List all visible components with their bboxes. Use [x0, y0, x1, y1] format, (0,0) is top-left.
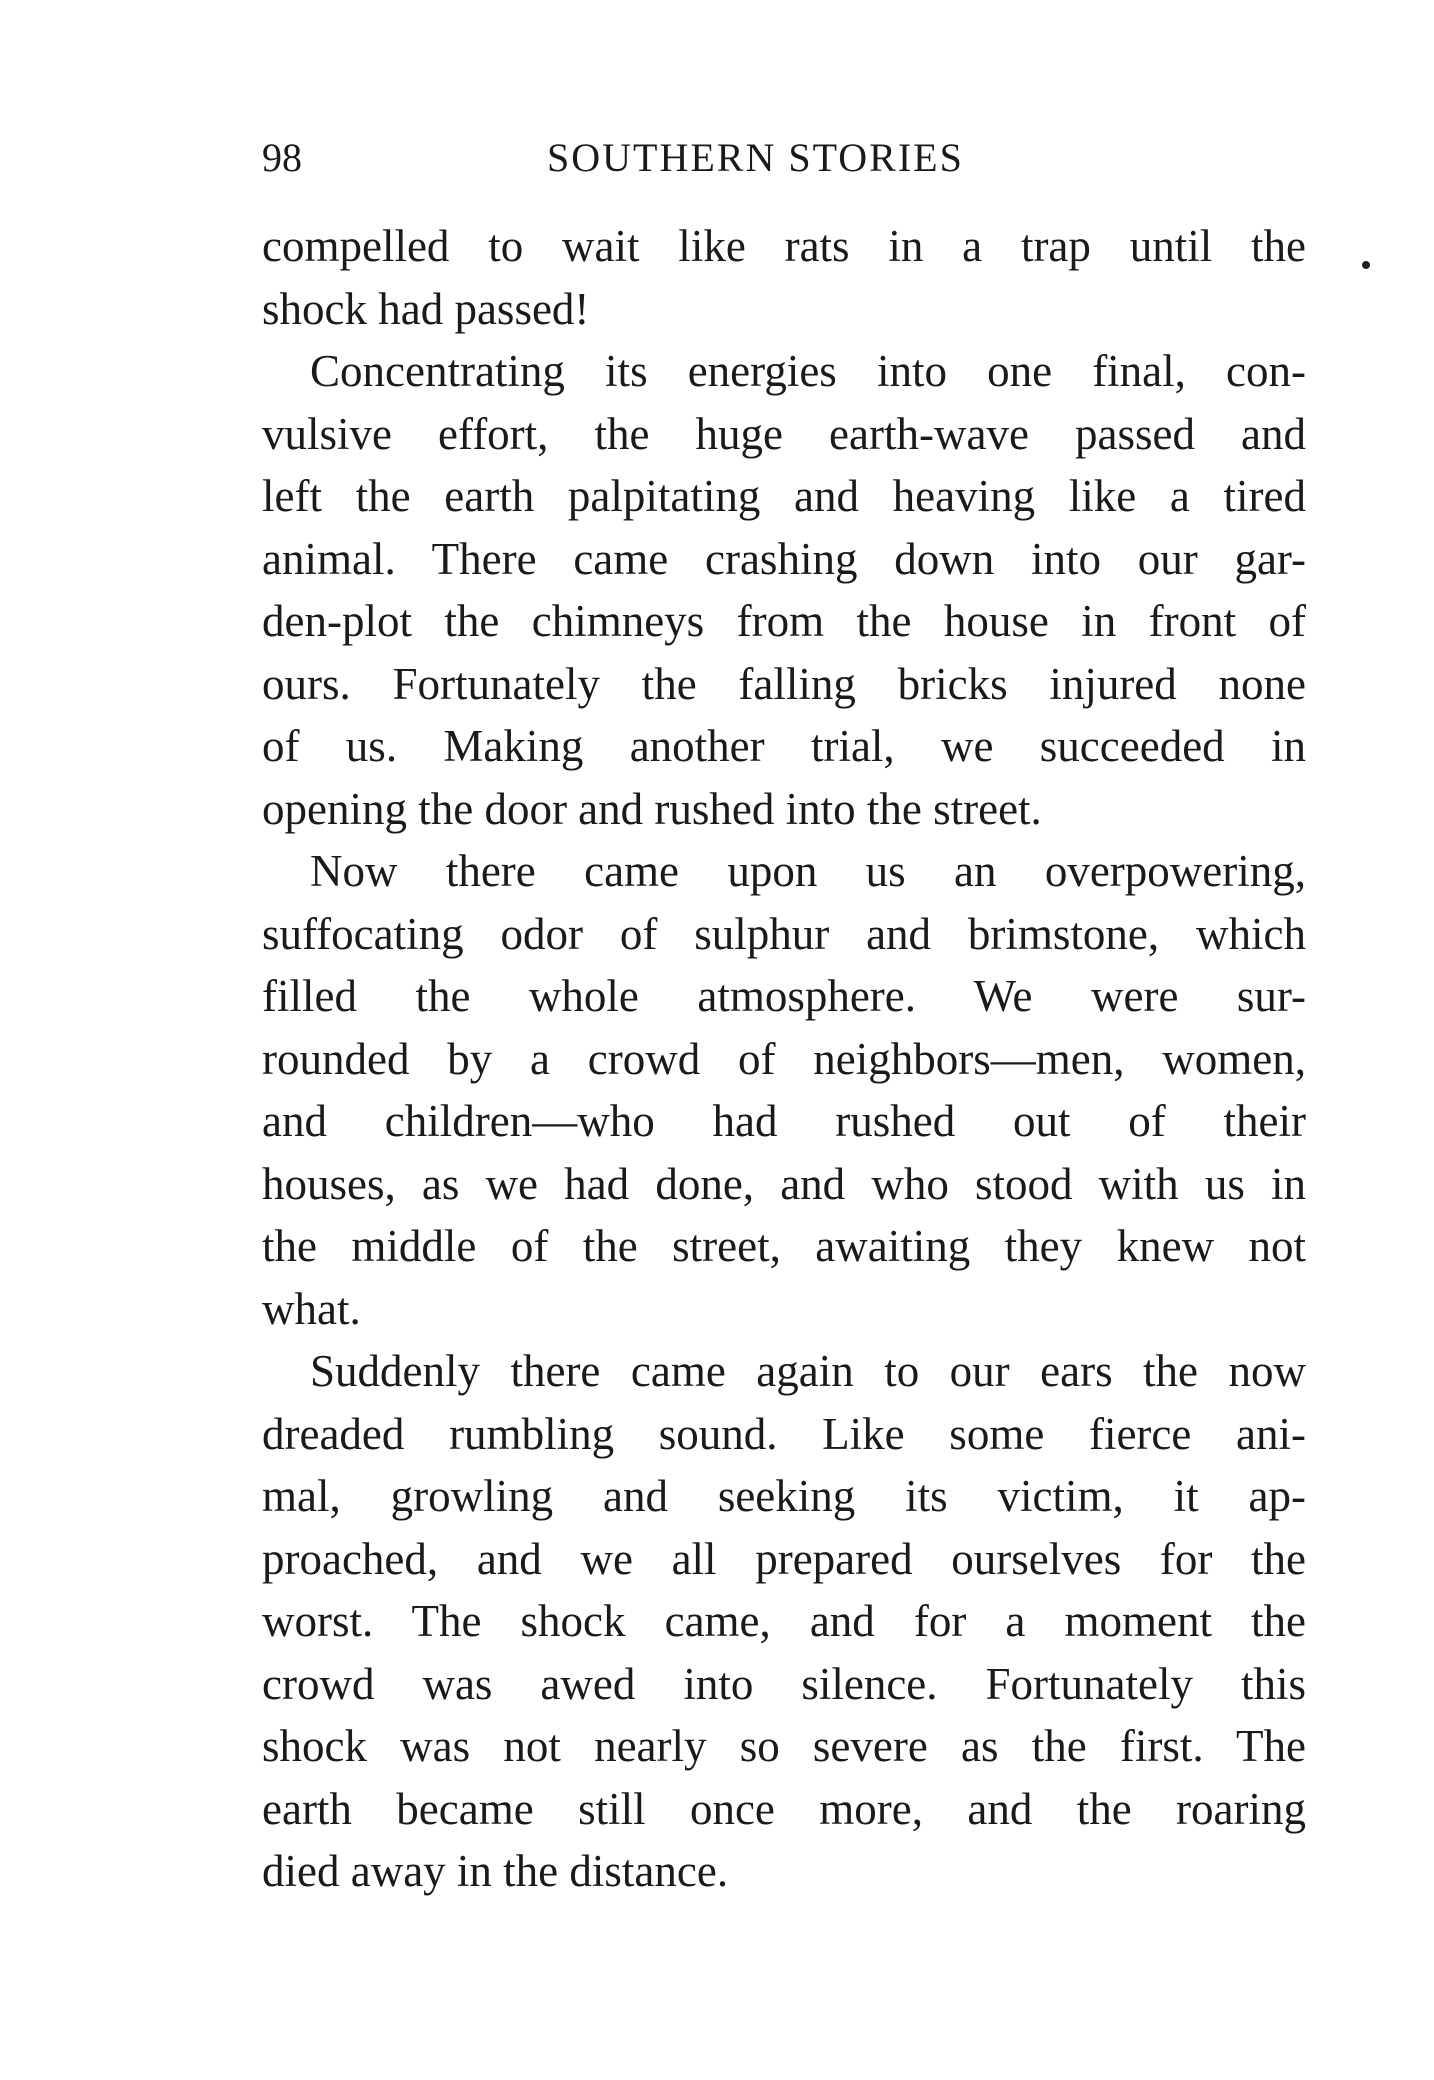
- text-line: worst. The shock came, and for a moment the: [262, 1596, 1306, 1646]
- text-line: left the earth palpitating and heaving like a tired: [262, 471, 1306, 521]
- text-line: Now there came upon us an overpowering,: [310, 846, 1306, 896]
- text-line: vulsive effort, the huge earth-wave passed and: [262, 408, 1306, 459]
- paragraph: [262, 1340, 1306, 1903]
- text-line: filled the whole atmosphere. We were sur-: [262, 971, 1306, 1021]
- paragraph: [262, 340, 1306, 840]
- text-line: died away in the distance.: [262, 1846, 729, 1896]
- running-title: SOUTHERN STORIES: [547, 135, 964, 180]
- text-line: Suddenly there came again to our ears the now: [310, 1346, 1306, 1396]
- text-line: what.: [262, 1283, 361, 1334]
- paragraph: [262, 840, 1306, 1340]
- text-line: the middle of the street, awaiting they knew not: [262, 1221, 1306, 1271]
- text-line: animal. There came crashing down into our gar-: [262, 533, 1306, 584]
- text-line: mal, growling and seeking its victim, it ap-: [262, 1471, 1306, 1521]
- text-line: shock had passed!: [262, 283, 590, 334]
- text-line: and children—who had rushed out of their: [262, 1096, 1306, 1146]
- text-line: compelled to wait like rats in a trap until the: [262, 221, 1306, 271]
- text-line: dreaded rumbling sound. Like some fierce ani-: [262, 1408, 1306, 1459]
- text-line: houses, as we had done, and who stood with us in: [262, 1158, 1306, 1209]
- text-line: crowd was awed into silence. Fortunately this: [262, 1658, 1306, 1709]
- text-line: shock was not nearly so severe as the first. The: [262, 1721, 1306, 1771]
- text-line: earth became still once more, and the roaring: [262, 1783, 1306, 1834]
- paragraph: [262, 215, 1306, 340]
- text-line: opening the door and rushed into the street.: [262, 783, 1042, 834]
- text-line: ours. Fortunately the falling bricks injured none: [262, 658, 1306, 709]
- text-line: den-plot the chimneys from the house in front of: [262, 596, 1306, 646]
- page-number: 98: [262, 135, 302, 180]
- text-line: of us. Making another trial, we succeeded in: [262, 721, 1306, 771]
- page-header: [262, 128, 1306, 188]
- text-line: rounded by a crowd of neighbors—men, women,: [262, 1033, 1306, 1084]
- text-line: suffocating odor of sulphur and brimstone, which: [262, 908, 1306, 959]
- ink-speck: [1362, 261, 1370, 269]
- body-text: [262, 215, 1306, 1903]
- text-line: proached, and we all prepared ourselves for the: [262, 1533, 1306, 1584]
- text-line: Concentrating its energies into one final, con-: [310, 346, 1306, 396]
